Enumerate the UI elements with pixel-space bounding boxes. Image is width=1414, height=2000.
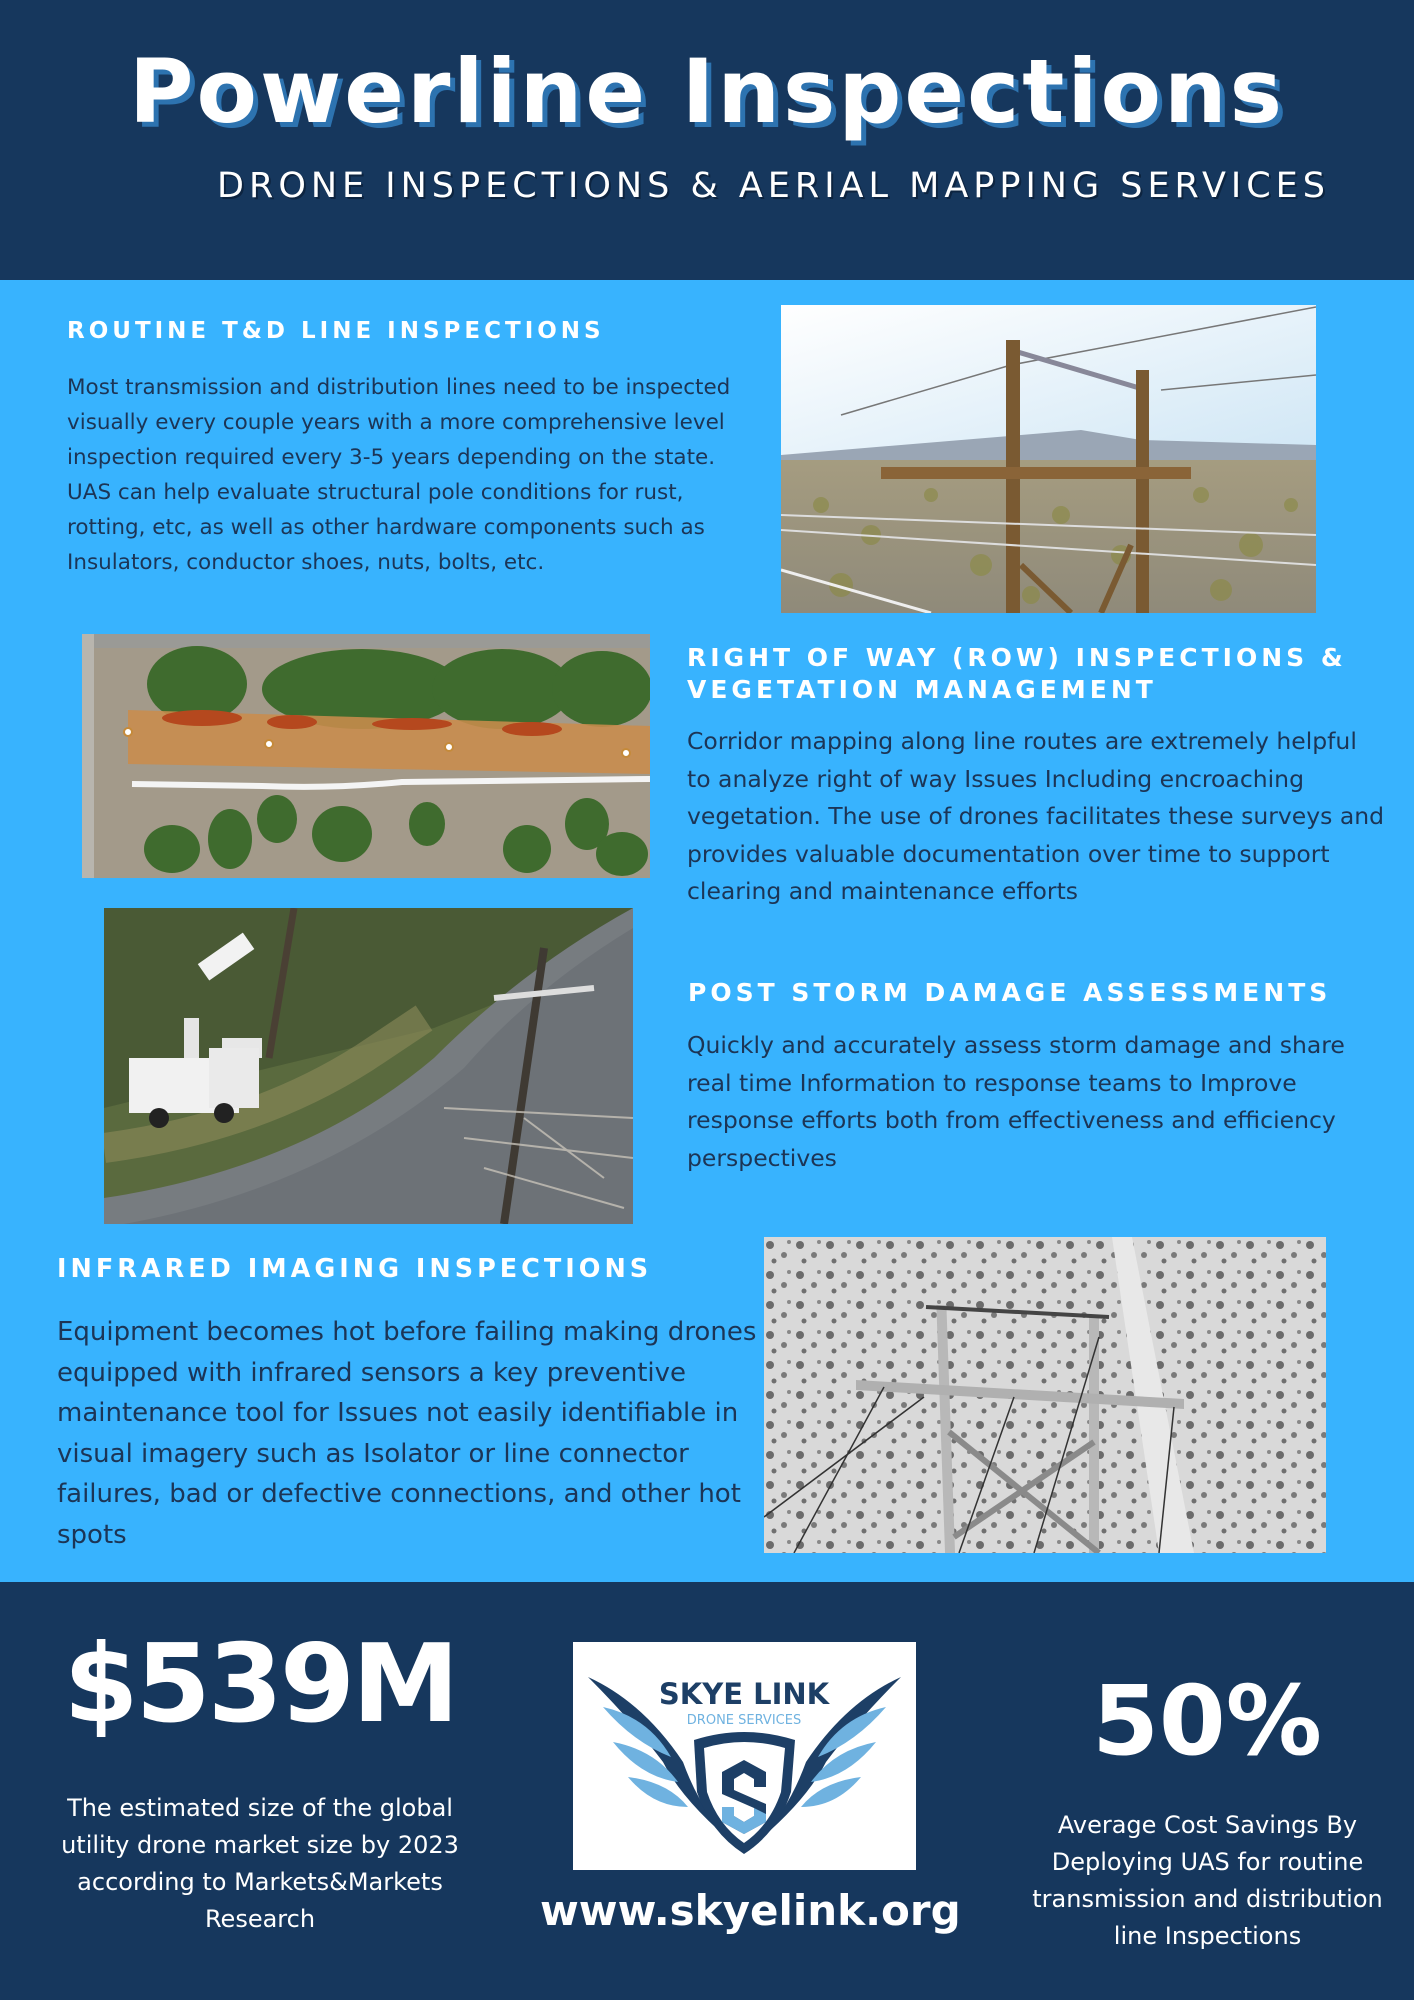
stat-market-size-description: The estimated size of the global utility drone market size by 2023 according to Markets&Markets Research xyxy=(61,1794,459,1933)
stat-cost-savings-description: Average Cost Savings By Deploying UAS for routine transmission and distribution line Inspections xyxy=(1032,1811,1383,1950)
section-body-infrared: Equipment becomes hot before failing making drones equipped with infrared sensors a key preventive maintenance tool for Issues not easily identifiable in visual imagery such as Isolator or line connector failures, bad or defective connections, and other hot spots xyxy=(57,1317,757,1550)
section-body-routine: Most transmission and distribution lines need to be inspected visually every couple years with a more comprehensive level inspection required every 3-5 years depending on the state. UAS can help evaluate structural pole conditions for rust, rotting, etc, as well as other hardware components such as Insulators, conductor shoes, nuts, bolts, etc. xyxy=(67,375,731,575)
section-body-row: Corridor mapping along line routes are extremely helpful to analyze right of way Issues Including encroaching vegetation. The use of drones facilitates these surveys and provides valuable documentation over time to support clearing and maintenance efforts xyxy=(687,727,1385,905)
section-body-storm: Quickly and accurately assess storm damage and share real time Information to response teams to Improve response efforts both from effectiveness and efficiency perspectives xyxy=(687,1031,1345,1172)
page-title: Powerline Inspections xyxy=(129,40,1285,143)
wooden-pole-desert-photo xyxy=(781,305,1316,613)
section-heading-storm: POST STORM DAMAGE ASSESSMENTS xyxy=(688,978,1332,1007)
svg-text:SKYE LINK: SKYE LINK xyxy=(658,1677,830,1711)
svg-text:DRONE SERVICES: DRONE SERVICES xyxy=(686,1713,802,1728)
stat-market-size-value: $539M xyxy=(63,1622,457,1747)
website-link[interactable]: www.skyelink.org xyxy=(540,1886,961,1935)
section-heading-routine: ROUTINE T&D LINE INSPECTIONS xyxy=(67,318,605,344)
section-heading-infrared: INFRARED IMAGING INSPECTIONS xyxy=(57,1254,653,1284)
section-heading-row: RIGHT OF WAY (ROW) INSPECTIONS & VEGETATION MANAGEMENT xyxy=(687,643,1347,704)
winged-shield-logo-icon xyxy=(573,1642,916,1870)
stat-cost-savings-value: 50% xyxy=(1092,1665,1322,1777)
bucket-truck-storm-damage-photo xyxy=(104,908,633,1224)
page-subtitle: DRONE INSPECTIONS & AERIAL MAPPING SERVICES xyxy=(217,166,1330,206)
infrared-grayscale-pole-photo xyxy=(764,1237,1326,1553)
header-banner xyxy=(0,0,1414,280)
aerial-corridor-map-photo xyxy=(82,634,650,878)
skye-link-logo xyxy=(573,1642,916,1870)
